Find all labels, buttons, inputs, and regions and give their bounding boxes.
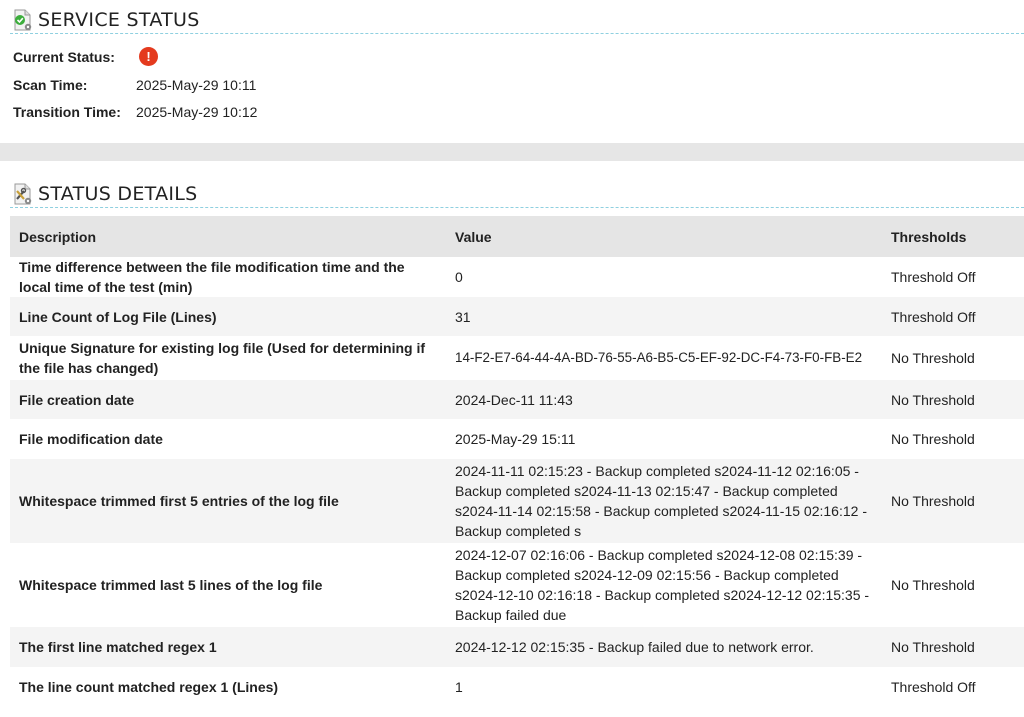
table-row: [10, 459, 1024, 543]
row-description: Whitespace trimmed first 5 entries of the log file: [10, 459, 446, 543]
row-threshold: Threshold Off: [882, 257, 1024, 297]
row-value: 0: [446, 257, 882, 297]
row-threshold: No Threshold: [882, 380, 1024, 419]
status-details-table: [10, 216, 1024, 706]
row-description: Time difference between the file modification time and the local time of the test (min): [10, 257, 446, 297]
column-header-value: Value: [446, 216, 882, 257]
row-threshold: No Threshold: [882, 419, 1024, 459]
status-details-title: STATUS DETAILS: [38, 182, 198, 205]
transition-time-value: 2025-May-29 10:12: [136, 104, 258, 120]
row-value: 2024-11-11 02:15:23 - Backup completed s2024-11-12 02:16:05 - Backup completed s2024-11-13 02:15:47 - Backup completed s2024-11-14 02:15:58 - Backup completed s2024-11-15 02:16:12 - Backup completed s: [446, 459, 882, 543]
row-threshold: No Threshold: [882, 336, 1024, 380]
table-row: [10, 297, 1024, 336]
service-status-header: [10, 6, 1024, 34]
service-status-title: SERVICE STATUS: [38, 8, 200, 31]
table-row: [10, 667, 1024, 706]
status-details-header: [10, 180, 1024, 208]
row-description: Line Count of Log File (Lines): [10, 297, 446, 336]
row-value: 2025-May-29 15:11: [446, 419, 882, 459]
current-status-label: Current Status:: [13, 49, 115, 65]
error-icon: !: [139, 47, 158, 66]
scan-time-label: Scan Time:: [13, 77, 88, 93]
row-threshold: Threshold Off: [882, 297, 1024, 336]
row-value: 2024-Dec-11 11:43: [446, 380, 882, 419]
row-threshold: No Threshold: [882, 459, 1024, 543]
table-row: [10, 336, 1024, 380]
table-row: [10, 543, 1024, 627]
table-row: [10, 380, 1024, 419]
row-description: File modification date: [10, 419, 446, 459]
section-divider-band: [0, 143, 1024, 161]
row-description: The first line matched regex 1: [10, 627, 446, 667]
row-value: 2024-12-12 02:15:35 - Backup failed due to network error.: [446, 627, 882, 667]
row-description: Whitespace trimmed last 5 lines of the log file: [10, 543, 446, 627]
file-tools-icon: [10, 182, 34, 206]
column-header-thresholds: Thresholds: [882, 216, 1024, 257]
column-header-description: Description: [10, 216, 446, 257]
table-header-row: [10, 216, 1024, 257]
table-row: [10, 419, 1024, 459]
row-value: 14-F2-E7-64-44-4A-BD-76-55-A6-B5-C5-EF-92-DC-F4-73-F0-FB-E2: [446, 336, 882, 380]
row-description: Unique Signature for existing log file (Used for determining if the file has changed): [10, 336, 446, 380]
row-threshold: No Threshold: [882, 543, 1024, 627]
row-threshold: No Threshold: [882, 627, 1024, 667]
row-threshold: Threshold Off: [882, 667, 1024, 706]
row-value: 1: [446, 667, 882, 706]
table-row: [10, 257, 1024, 297]
row-description: File creation date: [10, 380, 446, 419]
row-value: 2024-12-07 02:16:06 - Backup completed s2024-12-08 02:15:39 - Backup completed s2024-12-09 02:15:56 - Backup completed s2024-12-10 02:16:18 - Backup completed s2024-12-12 02:15:35 - Backup failed due: [446, 543, 882, 627]
row-value: 31: [446, 297, 882, 336]
row-description: The line count matched regex 1 (Lines): [10, 667, 446, 706]
transition-time-label: Transition Time:: [13, 104, 121, 120]
table-row: [10, 627, 1024, 667]
file-check-icon: [10, 8, 34, 32]
scan-time-value: 2025-May-29 10:11: [136, 77, 257, 93]
